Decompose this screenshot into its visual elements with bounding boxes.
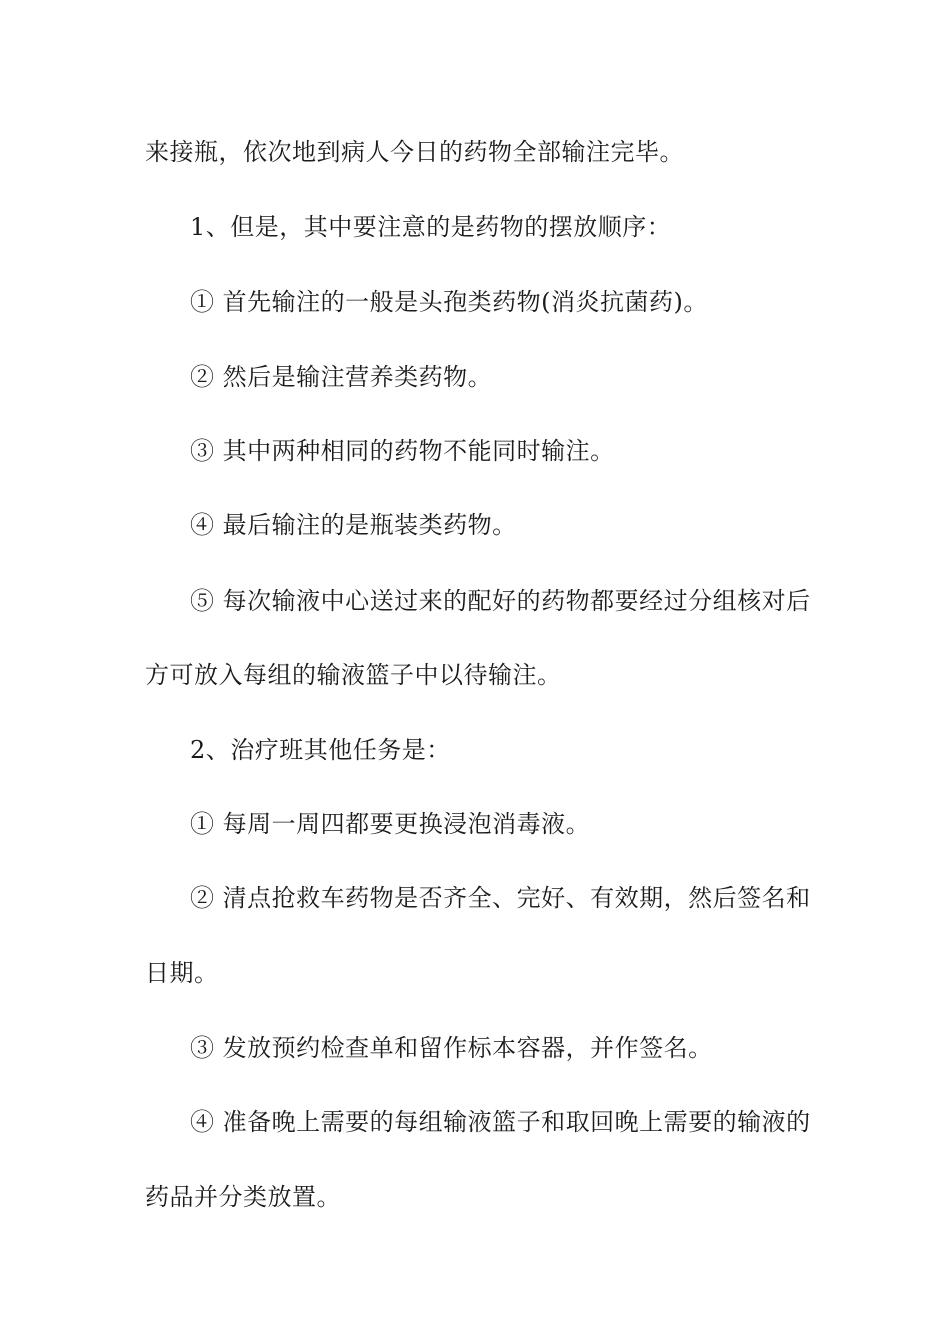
section-2-heading: 2、治疗班其他任务是： [190, 736, 451, 764]
list-item-1-4: ④ 最后输注的是瓶装类药物。 [190, 511, 517, 539]
list-item-2-4: ④ 准备晚上需要的每组输液篮子和取回晚上需要的输液的 [190, 1108, 811, 1136]
list-item-2-1: ① 每周一周四都要更换浸泡消毒液。 [190, 810, 591, 838]
paragraph-continuation-line: 来接瓶，依次地到病人今日的药物全部输注完毕。 [145, 138, 684, 166]
list-item-2-3: ③ 发放预约检查单和留作标本容器，并作签名。 [190, 1034, 713, 1062]
list-item-2-2: ② 清点抢救车药物是否齐全、完好、有效期，然后签名和 [190, 884, 811, 912]
list-item-1-2: ② 然后是输注营养类药物。 [190, 363, 493, 391]
list-item-2-4-continuation: 药品并分类放置。 [145, 1183, 341, 1211]
list-item-1-3: ③ 其中两种相同的药物不能同时输注。 [190, 437, 615, 465]
list-item-1-1: ① 首先输注的一般是头孢类药物(消炎抗菌药)。 [190, 288, 708, 316]
list-item-1-5-continuation: 方可放入每组的输液篮子中以待输注。 [145, 661, 562, 689]
list-item-1-5: ⑤ 每次输液中心送过来的配好的药物都要经过分组核对后 [190, 587, 811, 615]
section-1-heading: 1、但是，其中要注意的是药物的摆放顺序： [190, 213, 672, 241]
list-item-2-2-continuation: 日期。 [145, 959, 219, 987]
